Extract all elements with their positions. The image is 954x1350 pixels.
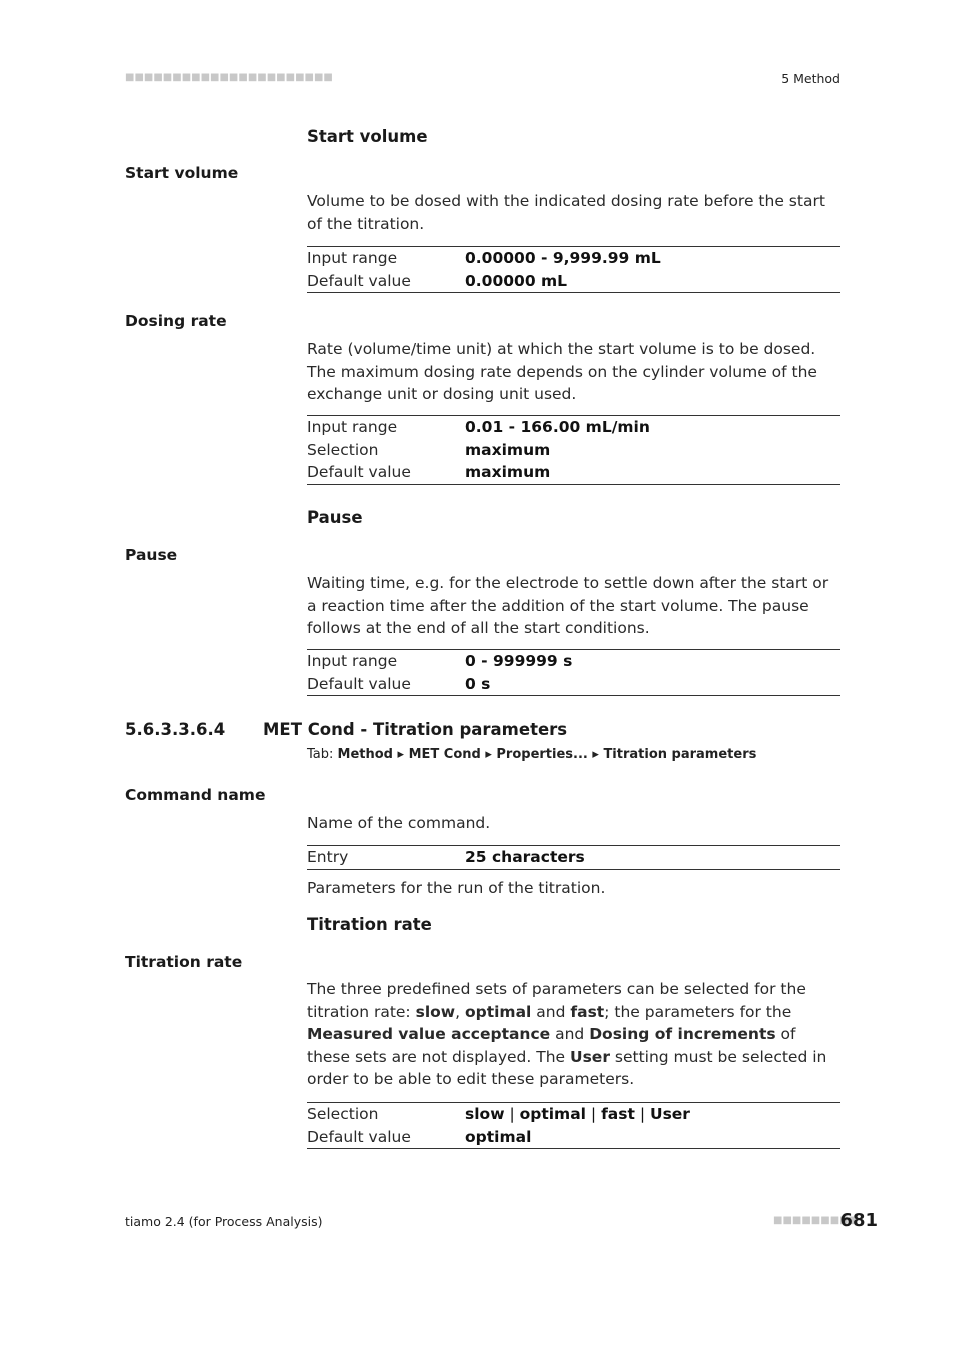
dosing-rate-description: Rate (volume/time unit) at which the start volume is to be dosed. The maximum dosing rate depends on the cylinder volume of the exchange unit or dosing unit used. — [307, 340, 817, 404]
chapter-label: 5 Method — [781, 71, 840, 86]
start-volume-description: Volume to be dosed with the indicated dosing rate before the start of the titration. — [307, 192, 825, 233]
start-volume-param-table — [307, 246, 840, 293]
dosing-rate-param-table — [307, 415, 840, 485]
section-number: 5.6.3.3.6.4 — [125, 720, 226, 739]
param-row: Input range 0 - 999999 s — [307, 652, 573, 670]
command-name-side-heading: Command name — [125, 786, 266, 804]
titration-rate-subheading: Titration rate — [307, 915, 432, 934]
command-name-param-table — [307, 845, 840, 870]
footer-product-name: tiamo 2.4 (for Process Analysis) — [125, 1214, 323, 1229]
param-row: Input range 0.00000 - 9,999.99 mL — [307, 249, 661, 267]
dosing-rate-side-heading: Dosing rate — [125, 312, 227, 330]
footer-decoration: ■■■■■■■■■ — [773, 1215, 859, 1226]
param-row: Input range 0.01 - 166.00 mL/min — [307, 418, 650, 436]
titration-rate-side-heading: Titration rate — [125, 953, 243, 971]
param-row: Selection maximum — [307, 440, 551, 459]
pause-subheading: Pause — [307, 508, 363, 527]
header-decoration: ■■■■■■■■■■■■■■■■■■■■■■ — [125, 72, 333, 83]
param-row: Default value 0 s — [307, 674, 491, 693]
pause-param-table — [307, 649, 840, 696]
param-row: Default value 0.00000 mL — [307, 271, 568, 290]
start-volume-side-heading: Start volume — [125, 164, 239, 182]
start-volume-subheading: Start volume — [307, 127, 428, 146]
section-title: MET Cond - Titration parameters — [263, 720, 568, 739]
titration-intro-text: Parameters for the run of the titration. — [307, 879, 606, 897]
tab-path: Tab: Method ▸ MET Cond ▸ Properties... ▸ Titration parameters — [307, 747, 757, 762]
page-number: 681 — [840, 1210, 878, 1231]
titration-rate-param-table — [307, 1102, 840, 1149]
titration-rate-description: The three predefined sets of parameters can be selected for the titration rate: slow, optimal and fast; the parameters for the Measured value acceptance and Dosing of increments of these sets are not displayed. The User setting must be selected in order to be able to edit these parameters. — [307, 980, 827, 1089]
pause-side-heading: Pause — [125, 546, 178, 564]
param-row: Selection slow | optimal | fast | User — [307, 1105, 690, 1123]
param-row: Default value maximum — [307, 463, 551, 481]
command-name-description: Name of the command. — [307, 814, 491, 832]
pause-description: Waiting time, e.g. for the electrode to settle down after the start or a reaction time after the addition of the start volume. The pause follows at the end of all the start conditions. — [307, 574, 829, 638]
param-row: Entry 25 characters — [307, 848, 585, 866]
param-row: Default value optimal — [307, 1127, 532, 1146]
